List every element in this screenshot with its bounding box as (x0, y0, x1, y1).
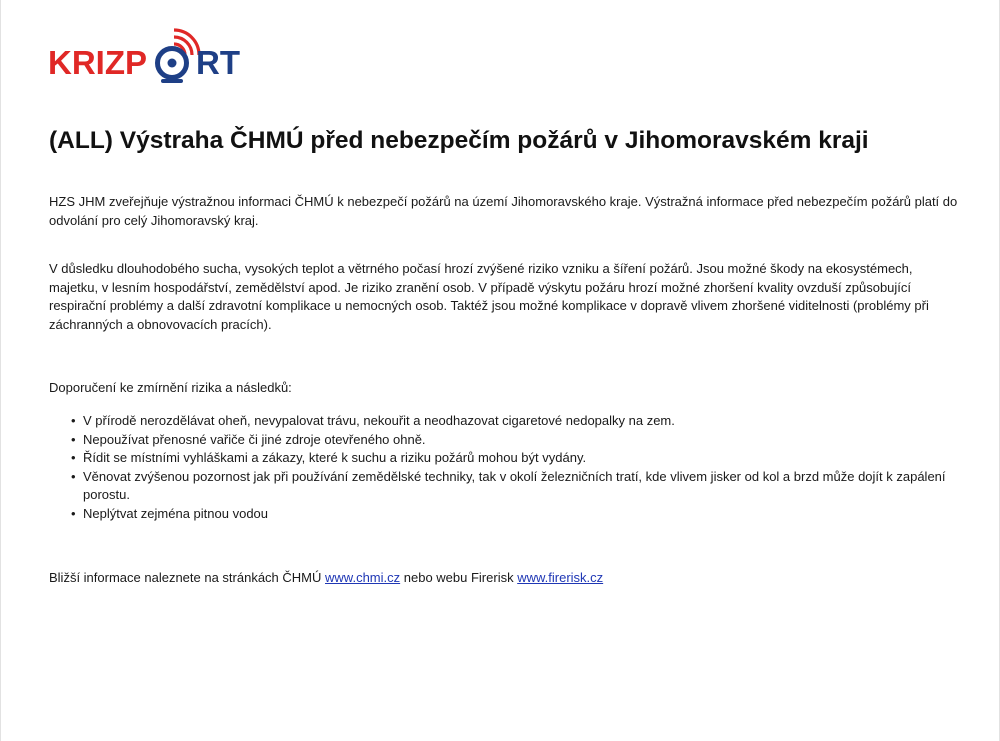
bullet-icon: • (71, 413, 76, 428)
page-title: (ALL) Výstraha ČHMÚ před nebezpečím požárů v Jihomoravském kraji (49, 127, 869, 154)
risk-paragraph: V důsledku dlouhodobého sucha, vysokých teplot a větrného počasí hrozí zvýšené riziko vzniku a šíření požárů. Jsou možné škody na ekosystémech, majetku, v lesním hospodářství, zemědělství apod. Je riziko zranění osob. V případě výskytu požáru hrozí možné zhoršení kvality ovzduší způsobující respirační problémy a další zdravotní komplikace u nemocných osob. Taktéž jsou možné komplikace v dopravě vlivem zhoršené viditelnosti (problémy při záchranných a obnovovacích pracích). (49, 261, 929, 332)
list-item (49, 449, 959, 468)
bullet-icon: • (71, 505, 76, 521)
bullet-icon: • (71, 431, 76, 447)
recommendations-list (49, 412, 959, 523)
list-item (49, 412, 959, 431)
list-item (49, 431, 959, 450)
list-item-text: Neplýtvat zejména pitnou vodou (83, 505, 269, 521)
broadcast-icon (152, 26, 202, 88)
footer-info (49, 569, 959, 588)
list-item-text: Věnovat zvýšenou pozornost jak při používání zemědělské techniky, tak v okolí železničních tratí, kde vlivem jisker od kol a brzd může dojít k zapálení porostu. (83, 468, 946, 502)
footer-text-middle: nebo webu Firerisk (400, 570, 518, 585)
list-item-text: Řídit se místními vyhláškami a zákazy, které k suchu a riziku požárů mohou být vydány. (83, 450, 587, 465)
list-item (49, 505, 959, 524)
list-item (49, 468, 959, 505)
chmi-link[interactable]: www.chmi.cz (325, 570, 401, 585)
bullet-icon: • (71, 468, 76, 484)
list-item-text: V přírodě nerozdělávat oheň, nevypalovat trávu, nekouřit a neodhazovat cigaretové nedopalky na zem. (83, 413, 675, 428)
footer-text-before: Bližší informace naleznete na stránkách ČHMÚ (49, 570, 326, 585)
krizport-logo (48, 26, 248, 90)
logo-text-right: RT (196, 44, 240, 81)
bullet-icon: • (71, 450, 76, 465)
list-item-text: Nepoužívat přenosné vařiče či jiné zdroje otevřeného ohně. (83, 431, 426, 447)
firerisk-link[interactable]: www.firerisk.cz (517, 570, 604, 585)
intro-paragraph: HZS JHM zveřejňuje výstražnou informaci ČHMÚ k nebezpečí požárů na území Jihomoravského kraje. Výstražná informace před nebezpečím požárů platí do odvolání pro celý Jihomoravský kraj. (49, 194, 958, 228)
logo-text-left: KRIZP (48, 44, 147, 81)
recommendations-heading: Doporučení ke zmírnění rizika a následků: (49, 380, 292, 395)
